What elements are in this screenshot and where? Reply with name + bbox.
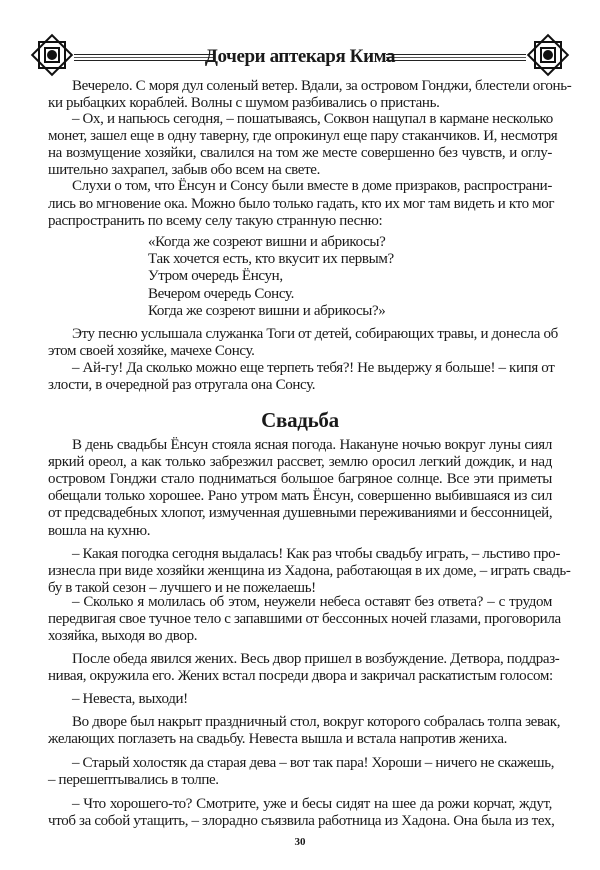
text-line: Слухи о том, что Ёнсун и Сонсу были вместе в доме призраков, распространи- — [72, 178, 552, 194]
text-line: желающих поглазеть на свадьбу. Невеста вышла и встала напротив жениха. — [48, 731, 508, 747]
text-line: шительно захрапел, забыв обо всем на свете. — [48, 162, 321, 178]
text-line: вошла на кухню. — [48, 523, 151, 539]
text-line: Когда же созреют вишни и абрикосы?» — [148, 303, 386, 319]
text-line: этом своей хозяйке, мачехе Сонсу. — [48, 343, 255, 359]
text-line: – Что хорошего-то? Смотрите, уже и бесы сидят на шее да рожи корчат, ждут, — [72, 796, 552, 812]
text-line: Эту песню услышала служанка Тоги от детей, собирающих травы, и донесла об — [72, 326, 558, 342]
text-line: бу в такой сезон – лучшего и не пожелаешь! — [48, 580, 316, 596]
text-line: изнесла при виде хозяйки женщина из Хадона, работающая в их доме, – играть свадь- — [48, 563, 571, 579]
text-line: передвигая свое тучное тело с запавшими от бессонных ночей глазами, проговорила — [48, 611, 561, 627]
text-line: лись во мгновение ока. Можно было только гадать, кто их мог там видеть и кто мог — [48, 196, 555, 212]
text-line: – Старый холостяк да старая дева – вот так пара! Хороши – ничего не скажешь, — [72, 755, 555, 771]
text-line: островом Гонджи стало подниматься большое багряное солнце. Все эти приметы — [48, 471, 552, 487]
text-line: Вечерело. С моря дул соленый ветер. Вдали, за островом Гонджи, блестели огонь- — [72, 78, 572, 94]
text-line: на возмущение хозяйки, свалился на том же месте совершенно без чувств, и оглу- — [48, 145, 552, 161]
section-title: Свадьба — [261, 408, 339, 432]
text-line: ки рыбацких кораблей. Волны с шумом разбивались о пристань. — [48, 95, 440, 111]
text-line: нивая, окружила его. Жених встал посреди двора и закричал раскатистым голосом: — [48, 668, 553, 684]
text-line: Утром очередь Ёнсун, — [148, 268, 283, 284]
running-header-title: Дочери аптекаря Кима — [204, 46, 396, 67]
text-line: – Какая погодка сегодня выдалась! Как раз чтобы свадьбу играть, – льстиво про- — [72, 546, 560, 562]
text-line: злости, в очередной раз отругала она Сонсу. — [48, 377, 316, 393]
text-line: – перешептывались в толпе. — [48, 772, 219, 788]
text-line: Вечером очередь Сонсу. — [148, 286, 294, 302]
text-line: – Невеста, выходи! — [72, 691, 188, 707]
text-line: В день свадьбы Ёнсун стояла ясная погода. Накануне ночью вокруг луны сиял — [72, 437, 552, 453]
text-line: Во дворе был накрыт праздничный стол, вокруг которого собралась толпа зевак, — [72, 714, 561, 730]
text-line: – Ох, и напьюсь сегодня, – пошатываясь, Соквон нащупал в кармане несколько — [72, 111, 553, 127]
text-line: – Ай-гу! Да сколько можно еще терпеть тебя?! Не выдержу я больше! – кипя от — [72, 360, 555, 376]
text-line: чтоб за собой утащить, – злорадно съязвила работница из Хадона. Она была из тех, — [48, 813, 555, 829]
text-line: Так хочется есть, кто вкусит их первым? — [148, 251, 394, 267]
text-line: яркий ореол, а как только забрезжил рассвет, землю оросил легкий дождик, и над — [48, 454, 552, 470]
text-line: обещали только хорошее. Рано утром мать Ёнсун, совершенно выбившаяся из сил — [48, 488, 552, 504]
text-line: распространить по всему селу такую странную песню: — [48, 213, 383, 229]
text-line: – Сколько я молилась об этом, неужели небеса оставят без ответа? – с трудом — [72, 594, 552, 610]
text-line: хозяйка, выходя во двор. — [48, 628, 198, 644]
text-line: монет, зашел еще в одну таверну, где опрокинул еще пару стаканчиков. И, несмотря — [48, 128, 558, 144]
text-line: от предсвадебных хлопот, измученная душевными переживаниями и бессонницей, — [48, 505, 553, 521]
text-line: После обеда явился жених. Весь двор пришел в возбуждение. Детвора, поддраз- — [72, 651, 560, 667]
text-line: «Когда же созреют вишни и абрикосы? — [148, 234, 386, 250]
page-number: 30 — [294, 836, 306, 848]
